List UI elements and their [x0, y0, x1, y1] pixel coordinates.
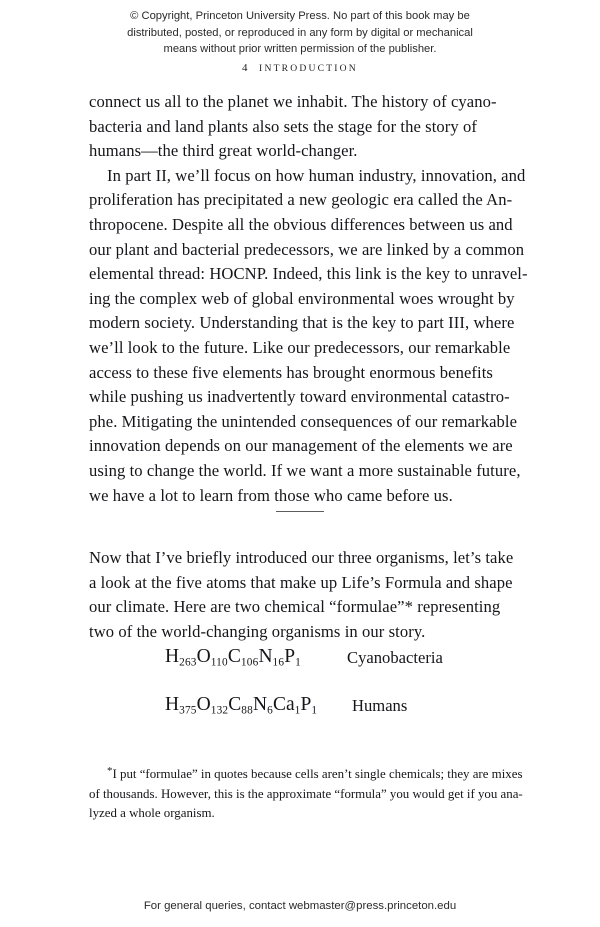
copyright-line: distributed, posted, or reproduced in any form by digital or mechanical [127, 26, 473, 39]
text-line: innovation depends on our management of the elements we are [89, 436, 513, 456]
section-separator-rule [276, 511, 324, 512]
text-line: humans—the third great world-changer. [89, 141, 358, 161]
running-head [0, 62, 600, 74]
formula-element: N [258, 646, 273, 667]
chemical-formula-cyanobacteria [165, 644, 301, 676]
text-line: while pushing us inadvertently toward environmental catastro- [89, 387, 510, 407]
text-line: modern society. Understanding that is the key to part III, where [89, 313, 515, 333]
formula-subscript: 263 [179, 656, 197, 669]
formula-label-cyanobacteria: Cyanobacteria [347, 648, 443, 667]
footnote-line: of thousands. However, this is the approximate “formula” you would get if you ana- [89, 786, 523, 801]
text-line: bacteria and land plants also sets the stage for the story of [89, 116, 477, 136]
text-line: proliferation has precipitated a new geologic era called the An- [89, 190, 513, 210]
formula-subscript: 132 [210, 704, 229, 717]
formula-element: C [228, 694, 242, 715]
formula-element: P [300, 694, 312, 715]
formula-row [89, 644, 512, 692]
copyright-line: © Copyright, Princeton University Press. No part of this book may be [130, 10, 470, 22]
text-line: Now that I’ve briefly introduced our three organisms, let’s take [89, 548, 514, 567]
formula-element: C [227, 646, 241, 667]
footnote-line: lyzed a whole organism. [89, 805, 215, 820]
text-line: using to change the world. If we want a more sustainable future, [89, 460, 521, 480]
text-line: access to these five elements has brought enormous benefits [89, 362, 493, 382]
formula-subscript: 88 [241, 704, 253, 717]
formula-subscript: 1 [294, 704, 301, 717]
text-line: connect us all to the planet we inhabit. The history of cyano- [89, 92, 497, 111]
text-line: our climate. Here are two chemical “formulae”* representing [89, 597, 501, 617]
formula-subscript: 1 [295, 656, 301, 669]
body-text [89, 90, 528, 508]
body-text-second [89, 546, 512, 644]
footnote [89, 762, 523, 823]
formula-element: Ca [272, 694, 295, 715]
text-line: we’ll look to the future. Like our predecessors, our remarkable [89, 337, 511, 357]
formula-label-humans: Humans [352, 696, 408, 715]
copyright-notice [100, 8, 500, 58]
text-line: elemental thread: HOCNP. Indeed, this link is the key to unravel- [89, 264, 528, 284]
text-line: thropocene. Despite all the obvious differences between us and [89, 214, 513, 234]
text-line: we have a lot to learn from those who came before us. [89, 485, 453, 505]
formula-row [89, 692, 512, 740]
formula-subscript: 375 [179, 704, 197, 717]
text-line: In part II, we’ll focus on how human industry, innovation, and [107, 165, 526, 185]
formula-element: H [165, 646, 180, 667]
formula-subscript: 16 [272, 656, 285, 669]
footnote-marker: * [107, 765, 113, 777]
formula-element: O [196, 646, 211, 667]
chemical-formula-list [89, 644, 512, 740]
page-footer: For general queries, contact webmaster@press.princeton.edu [143, 900, 457, 912]
formula-subscript: 110 [210, 656, 228, 669]
formula-subscript: 6 [267, 704, 273, 717]
formula-subscript: 1 [311, 704, 318, 717]
footnote-text: I put “formulae” in quotes because cells aren’t single chemicals; they are mixes [112, 767, 523, 782]
formula-element: N [253, 694, 268, 715]
page-number: 4 [242, 62, 249, 74]
text-line: phe. Mitigating the unintended consequences of our remarkable [89, 411, 518, 431]
running-head-title: INTRODUCTION [259, 63, 358, 74]
formula-element: P [284, 646, 296, 667]
footnote-line [89, 762, 523, 785]
text-line: two of the world-changing organisms in our story. [89, 621, 426, 641]
text-line: ing the complex web of global environmental woes wrought by [89, 288, 515, 308]
text-line: a look at the five atoms that make up Life’s Formula and shape [89, 572, 513, 592]
copyright-line: means without prior written permission of the publisher. [163, 43, 437, 55]
chemical-formula-humans [165, 692, 317, 724]
formula-element: O [196, 694, 211, 715]
text-line: our plant and bacterial predecessors, we are linked by a common [89, 239, 525, 259]
formula-subscript: 106 [240, 656, 259, 669]
formula-element: H [165, 694, 180, 715]
